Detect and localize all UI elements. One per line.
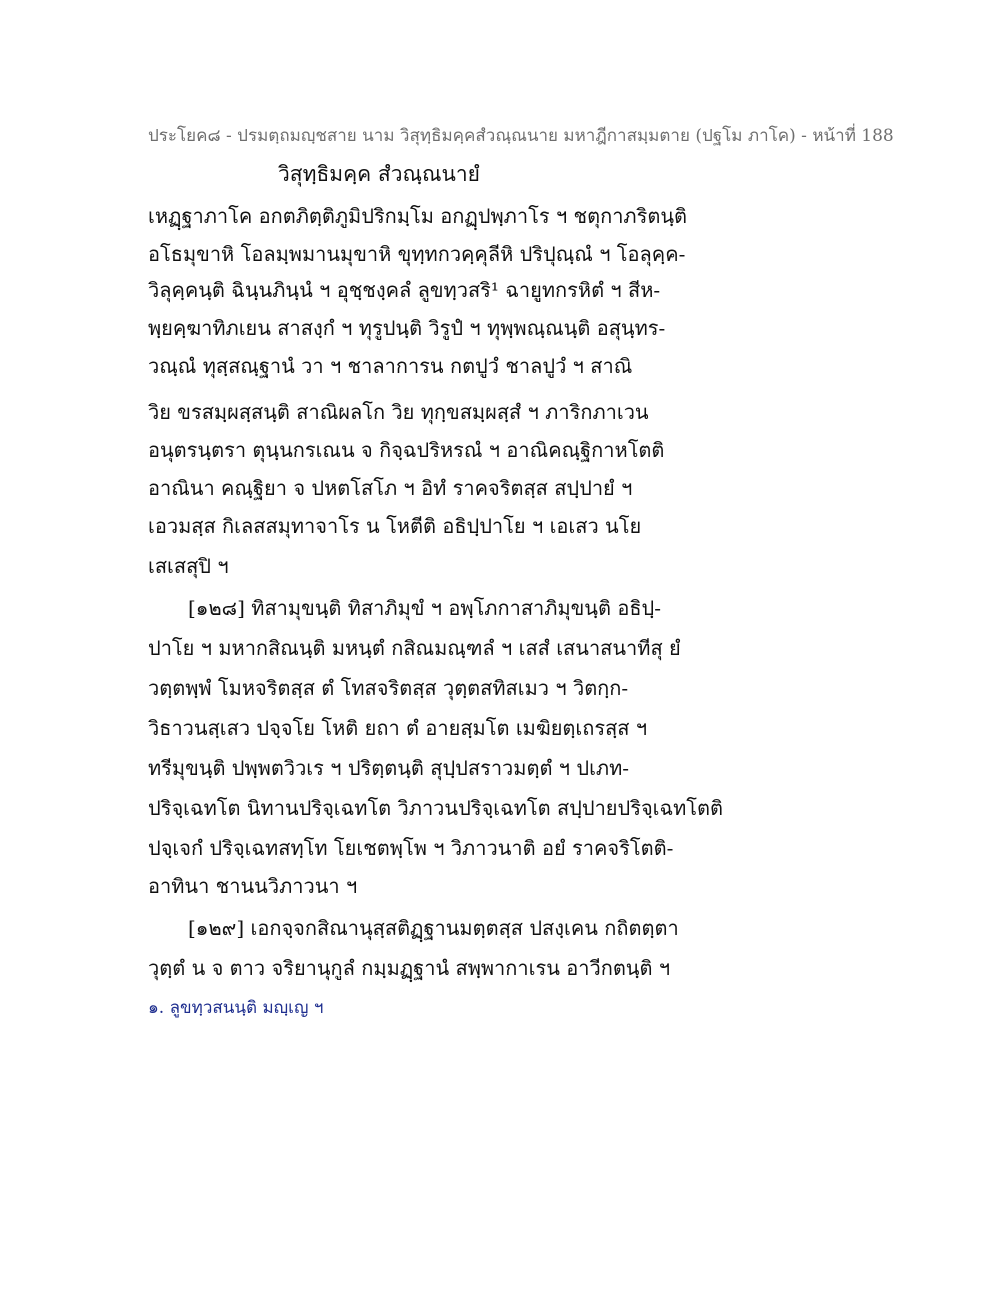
text-line: พฺยคฺฆาทิภเยน สาสงฺกํ ฯ ทุรูปนฺติ วิรูปํ ฯ ทุพฺพณฺณนฺติ อสุนฺทร- [148,316,666,340]
text-line: อโธมุขาหิ โอลมฺพมานมุขาหิ ขุทฺทกวคฺคุลีหิ ปริปุณฺณํ ฯ โอลุคฺค- [148,242,686,266]
text-line: ปาโย ฯ มหากสิณนฺติ มหนฺตํ กสิณมณฺฑลํ ฯ เสสํ เสนาสนาทีสุ ยํ [148,636,681,660]
text-line: เสเสสุปิ ฯ [148,554,229,578]
text-line: อาทินา ชานนวิภาวนา ฯ [148,874,358,898]
paragraph-128: [๑๒๘] ทิสามุขนฺติ ทิสาภิมุขํ ฯ อพฺโภกาสาภิมุขนฺติ อธิปฺ- [188,596,661,620]
paragraph-129: [๑๒๙] เอกจฺจกสิณานุสฺสติฏฺฐานมตฺตสฺส ปสงฺเคน กถิตตฺตา [188,916,679,940]
text-line: เอวมสฺส กิเลสสมุทาจาโร น โหตีติ อธิปฺปาโย ฯ เอเสว นโย [148,514,642,538]
document-title: วิสุทฺธิมคฺค สํวณฺณนายํ [278,162,480,186]
text-line: อนุตรนฺตรา ตุนฺนกรเณน จ กิจฺฉปริหรณํ ฯ อาณิคณฺฐิกาหโตติ [148,438,665,462]
text-line: วิย ขรสมฺผสฺสนฺติ สาณิผลโก วิย ทุกฺขสมฺผสฺสํ ฯ ภาริกภาเวน [148,400,649,424]
footnote: ๑. ลูขทฺวสนนฺติ มญฺเญ ฯ [148,998,324,1018]
text-line: อาณินา คณฺฐิยา จ ปหตโสโภ ฯ อิทํ ราคจริตสฺส สปฺปายํ ฯ [148,476,633,500]
page-header: ประโยค๘ - ปรมตฺถมญฺชสาย นาม วิสุทฺธิมคฺคสํวณฺณนาย มหาฎีกาสมฺมตาย (ปฐโม ภาโค) - หน้าที่ 188 [148,126,894,146]
text-line: ปจฺเจกํ ปริจฺเฉทสทฺโท โยเชตพฺโพ ฯ วิภาวนาติ อยํ ราคจริโตติ- [148,836,674,860]
text-line: เหฏฺฐาภาโค อกตภิตฺติภูมิปริกมฺโม อกฏฺปพฺภาโร ฯ ชตุกาภริตนฺติ [148,204,688,228]
text-line: วิธาวนสฺเสว ปจฺจโย โหติ ยถา ตํ อายสฺมโต เมฆิยตฺเถรสฺส ฯ [148,716,648,740]
text-line: ทรีมุขนฺติ ปพฺพตวิวเร ฯ ปริตฺตนฺติ สุปฺปสราวมตฺตํ ฯ ปเภท- [148,756,630,780]
text-line: วตฺตพฺพํ โมหจริตสฺส ตํ โทสจริตสฺส วุตฺตสทิสเมว ฯ วิตกฺก- [148,676,629,700]
text-line: ปริจฺเฉทโต นิทานปริจฺเฉทโต วิภาวนปริจฺเฉทโต สปฺปายปริจฺเฉทโตติ [148,796,724,820]
text-line: วณฺณํ ทุสฺสณฺฐานํ วา ฯ ชาลาการน กตปูวํ ชาลปูวํ ฯ สาณิ [148,354,633,378]
text-line: วิลุคฺคนฺติ ฉินฺนภินฺนํ ฯ อุชฺชงฺคลํ ลูขทฺวสริ¹ ฉายูทกรหิตํ ฯ สีห- [148,278,661,302]
text-line: วุตฺตํ น จ ตาว จริยานุกูลํ กมฺมฏฺฐานํ สพฺพากาเรน อาวีกตนฺติ ฯ [148,956,671,980]
